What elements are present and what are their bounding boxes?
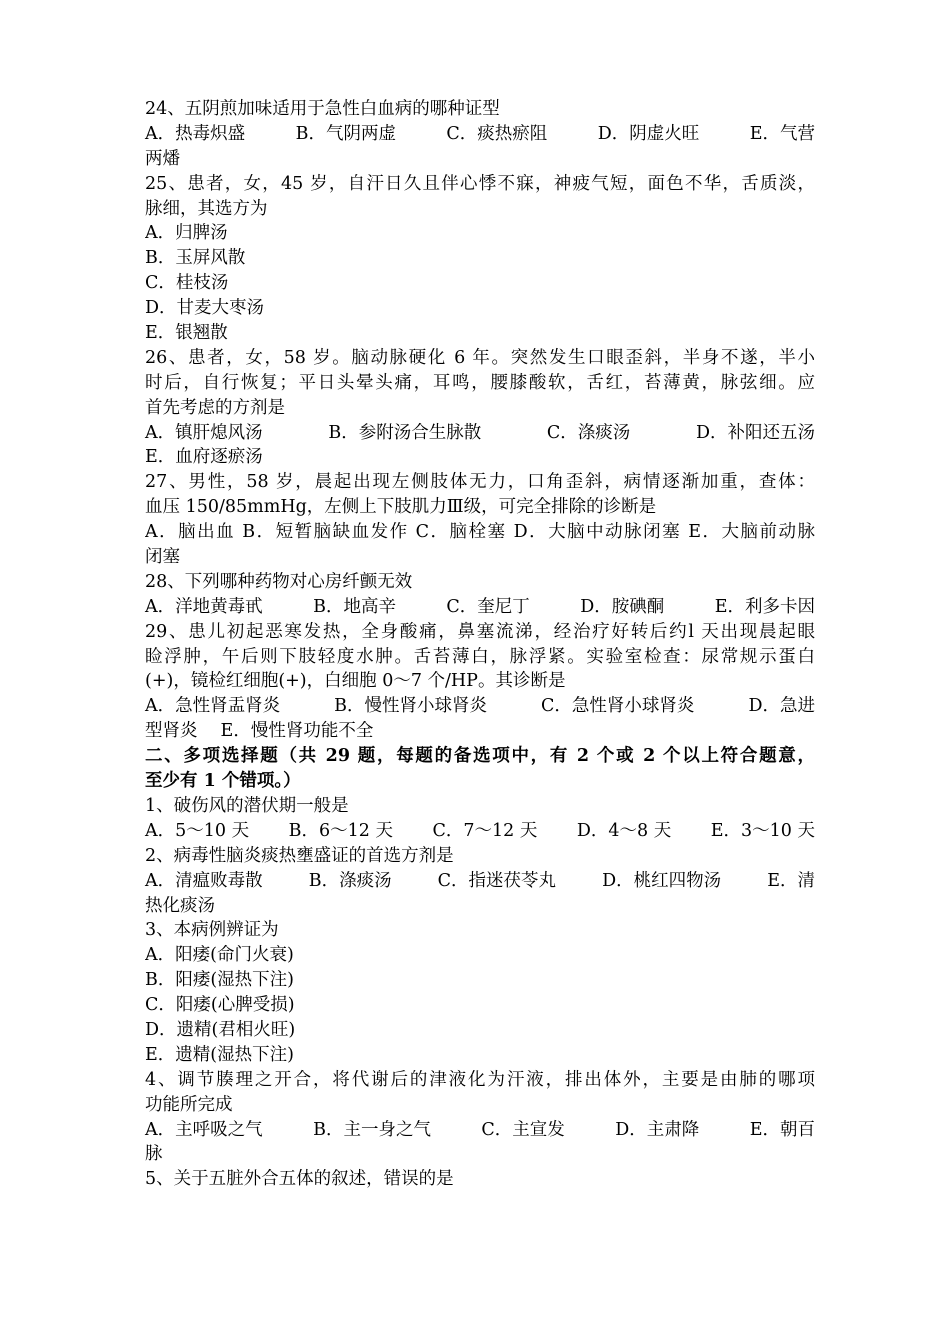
text-line: (+)，镜检红细胞(+)，白细胞 0～7 个/HP。其诊断是 bbox=[145, 671, 566, 692]
option-item: D．补阳还五汤 bbox=[695, 422, 815, 443]
text-line: 1、破伤风的潜伏期一般是 bbox=[145, 795, 349, 816]
text-line: 24、五阴煎加味适用于急性白血病的哪种证型 bbox=[145, 99, 500, 119]
options-line bbox=[145, 869, 815, 894]
text-line: 闭塞 bbox=[145, 547, 180, 568]
section-heading-line: 至少有 1 个错项。） bbox=[145, 771, 301, 792]
options-line bbox=[145, 694, 815, 719]
option-item: B．慢性肾小球肾炎 bbox=[334, 696, 488, 717]
text-line: C．桂枝汤 bbox=[145, 273, 229, 294]
option-item: C．涤痰汤 bbox=[546, 422, 631, 443]
option-item: B．6～12 天 bbox=[288, 820, 393, 841]
text-line: 28、下列哪种药物对心房纤颤无效 bbox=[145, 571, 413, 592]
options-line bbox=[145, 421, 815, 446]
option-item: C．7～12 天 bbox=[432, 820, 538, 841]
option-item: B．气阴两虚 bbox=[295, 123, 396, 144]
option-item: C．急性肾小球肾炎 bbox=[541, 696, 695, 717]
text-line: A．脑出血 B．短暂脑缺血发作 C．脑栓塞 D．大脑中动脉闭塞 E．大脑前动脉 bbox=[145, 522, 815, 543]
option-item: E．3～10 天 bbox=[710, 820, 815, 841]
option-item: D．胺碘酮 bbox=[580, 596, 665, 617]
text-line: 两燔 bbox=[145, 148, 180, 169]
text-line: 功能所完成 bbox=[145, 1094, 233, 1115]
text-line: A．阳痿(命门火衰) bbox=[145, 945, 294, 966]
option-item: A．5～10 天 bbox=[145, 820, 250, 841]
option-item: A．清瘟败毒散 bbox=[145, 870, 263, 891]
option-item: D．桃红四物汤 bbox=[602, 870, 722, 891]
text-line: 29、患儿初起恶寒发热，全身酸痛，鼻塞流涕，经治疗好转后约l 天出现晨起眼 bbox=[145, 621, 815, 642]
text-line: A．归脾汤 bbox=[145, 223, 228, 244]
option-item: A．热毒炽盛 bbox=[145, 123, 246, 144]
option-item: B．地高辛 bbox=[313, 596, 396, 617]
text-line: 血压 150/85mmHg，左侧上下肢肌力Ⅲ级，可完全排除的诊断是 bbox=[145, 497, 657, 518]
section-heading-line: 二、多项选择题（共 29 题，每题的备选项中，有 2 个或 2 个以上符合题意， bbox=[145, 746, 815, 767]
option-item: A．洋地黄毒甙 bbox=[145, 596, 263, 617]
option-item: B．涤痰汤 bbox=[308, 870, 392, 891]
text-line: 脉细，其选方为 bbox=[145, 198, 268, 219]
option-item: C．痰热瘀阻 bbox=[446, 123, 548, 144]
text-line: 型肾炎 E．慢性肾功能不全 bbox=[145, 721, 374, 742]
options-line bbox=[145, 122, 815, 147]
text-line: 脉 bbox=[145, 1144, 163, 1165]
text-line: E．血府逐瘀汤 bbox=[145, 447, 263, 468]
text-line: 25、患者，女，45 岁，自汗日久且伴心悸不寐，神疲气短，面色不华，舌质淡， bbox=[145, 173, 815, 194]
option-item: B．参附汤合生脉散 bbox=[328, 422, 482, 443]
text-line: 5、关于五脏外合五体的叙述，错误的是 bbox=[145, 1169, 454, 1190]
option-item: E．利多卡因 bbox=[714, 596, 815, 617]
option-item: E．气营 bbox=[749, 123, 815, 144]
option-item: C．指迷茯苓丸 bbox=[437, 870, 557, 891]
option-item: A．镇肝熄风汤 bbox=[145, 422, 263, 443]
text-line: 3、本病例辨证为 bbox=[145, 920, 279, 941]
text-line: B．玉屏风散 bbox=[145, 248, 246, 269]
option-item: B．主一身之气 bbox=[313, 1119, 431, 1140]
text-line: E．遗精(湿热下注) bbox=[145, 1044, 294, 1065]
document-page bbox=[145, 97, 815, 1192]
text-line: 时后，自行恢复；平日头晕头痛，耳鸣，腰膝酸软，舌红，苔薄黄，脉弦细。应 bbox=[145, 372, 815, 393]
option-item: D．急进 bbox=[748, 696, 815, 717]
text-line: C．阳痿(心脾受损) bbox=[145, 995, 295, 1016]
option-item: C．奎尼丁 bbox=[446, 596, 530, 617]
option-item: D．阴虚火旺 bbox=[597, 123, 700, 144]
text-line: D．甘麦大枣汤 bbox=[145, 298, 265, 319]
options-line bbox=[145, 1118, 815, 1143]
option-item: C．主宣发 bbox=[481, 1119, 565, 1140]
text-line: 27、男性，58 岁，晨起出现左侧肢体无力，口角歪斜，病情逐渐加重，查体： bbox=[145, 472, 815, 493]
option-item: E．朝百 bbox=[749, 1119, 815, 1140]
text-line: E．银翘散 bbox=[145, 323, 228, 344]
option-item: D．4～8 天 bbox=[576, 820, 672, 841]
option-item: E．清 bbox=[767, 870, 815, 891]
text-line: B．阳痿(湿热下注) bbox=[145, 970, 295, 991]
text-line: 26、患者，女，58 岁。脑动脉硬化 6 年。突然发生口眼歪斜，半身不遂，半小 bbox=[145, 347, 815, 368]
text-line: 首先考虑的方剂是 bbox=[145, 397, 285, 418]
text-line: 热化痰汤 bbox=[145, 895, 215, 916]
option-item: A．主呼吸之气 bbox=[145, 1119, 263, 1140]
text-line: D．遗精(君相火旺) bbox=[145, 1019, 296, 1040]
text-line: 睑浮肿，午后则下肢轻度水肿。舌苔薄白，脉浮紧。实验室检查：尿常规示蛋白 bbox=[145, 646, 815, 667]
text-line: 2、病毒性脑炎痰热壅盛证的首选方剂是 bbox=[145, 845, 454, 866]
options-line bbox=[145, 819, 815, 844]
option-item: A．急性肾盂肾炎 bbox=[145, 696, 281, 717]
option-item: D．主肃降 bbox=[615, 1119, 700, 1140]
options-line bbox=[145, 595, 815, 620]
text-line: 4、调节腠理之开合，将代谢后的津液化为汗液，排出体外，主要是由肺的哪项 bbox=[145, 1069, 815, 1090]
